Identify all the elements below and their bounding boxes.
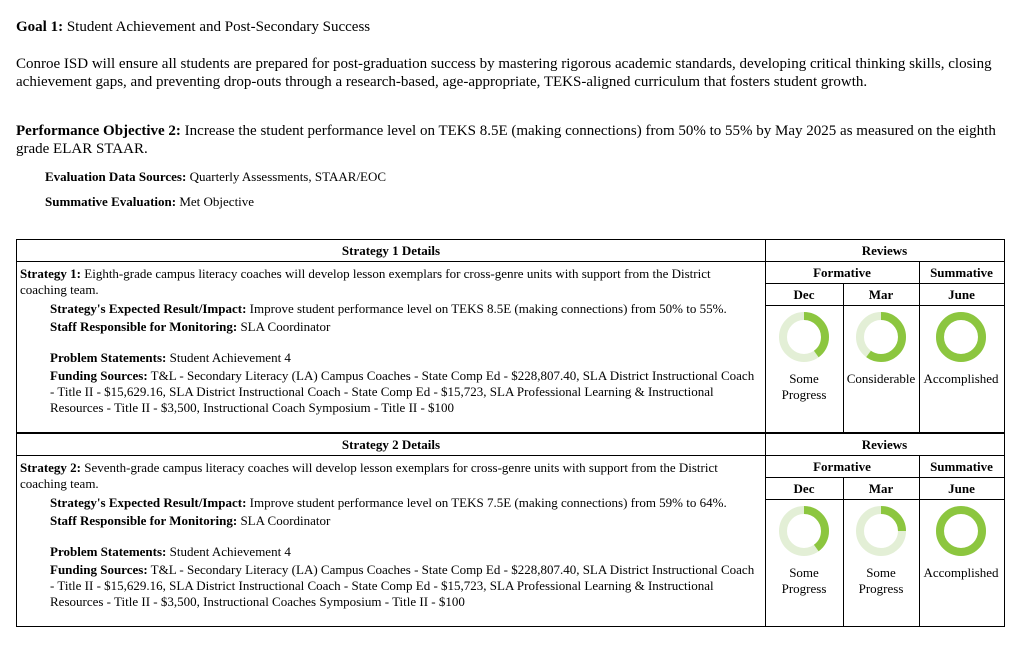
- review-status-line1: Accomplished: [923, 565, 999, 580]
- review-status: [921, 565, 1001, 581]
- row-divider: [765, 499, 1004, 500]
- performance-objective: [16, 122, 1006, 158]
- problem-statements: [50, 350, 765, 366]
- goal-label: Goal 1:: [16, 19, 64, 35]
- result-text: Improve student performance level on TEKS 8.5E (making connections) from 50% to 55%.: [249, 301, 727, 316]
- reviews-header: Reviews: [861, 437, 908, 452]
- staff-text: SLA Coordinator: [240, 319, 331, 334]
- summative-eval-value: Met Objective: [179, 194, 255, 209]
- goal-heading: [16, 18, 1006, 36]
- review-status: [841, 565, 921, 597]
- review-status-line1: Some: [866, 565, 896, 580]
- review-status-line1: Considerable: [846, 371, 916, 386]
- funding-text: T&L - Secondary Literacy (LA) Campus Coaches - State Comp Ed - $228,807.40, SLA District Instructional Coach - Title II - $15,629.16, SLA District Instructional Coach - State Comp Ed - $15,723, SLA Professional Learning & Instructional Resources - Title II - $3,500, Instructional Coaches Symposium - Title II - $100: [50, 562, 755, 609]
- review-status: [764, 565, 844, 597]
- row-divider: [765, 477, 1004, 478]
- result-text: Improve student performance level on TEKS 7.5E (making connections) from 59% to 64%.: [249, 495, 727, 510]
- problem-text: Student Achievement 4: [169, 544, 291, 559]
- month-header: Dec: [793, 481, 815, 496]
- summative-eval-label: Summative Evaluation:: [45, 194, 177, 209]
- row-divider: [17, 261, 1004, 262]
- review-status-line1: Some: [789, 565, 819, 580]
- formative-header: Formative: [813, 265, 871, 280]
- month-header: June: [948, 287, 975, 302]
- month-header: Dec: [793, 287, 815, 302]
- review-status-line2: Progress: [781, 387, 827, 402]
- row-divider: [765, 283, 1004, 284]
- eval-sources-label: Evaluation Data Sources:: [45, 169, 187, 184]
- staff-label: Staff Responsible for Monitoring:: [50, 513, 238, 528]
- month-header: June: [948, 481, 975, 496]
- review-status-line2: Progress: [858, 581, 904, 596]
- staff-text: SLA Coordinator: [240, 513, 331, 528]
- expected-result: [50, 301, 765, 317]
- column-divider: [843, 477, 844, 626]
- progress-ring-arc: [940, 316, 982, 358]
- staff-responsible: [50, 319, 765, 335]
- progress-ring-icon: [935, 505, 987, 557]
- result-label: Strategy's Expected Result/Impact:: [50, 301, 247, 316]
- problem-label: Problem Statements:: [50, 350, 167, 365]
- funding-sources: [50, 562, 758, 610]
- strategy-text: Eighth-grade campus literacy coaches will develop lesson exemplars for cross-genre units with support from the District coaching team.: [20, 266, 711, 297]
- strategy-details-header: Strategy 1 Details: [341, 243, 441, 258]
- funding-text: T&L - Secondary Literacy (LA) Campus Coaches - State Comp Ed - $228,807.40, SLA District Instructional Coach - Title II - $15,629.16, SLA District Instructional Coach - State Comp Ed - $15,723, SLA Professional Learning & Instructional Resources - Title II - $3,500, Instructional Coach Symposium - Title II - $100: [50, 368, 755, 415]
- problem-statements: [50, 544, 765, 560]
- reviews-header: Reviews: [861, 243, 908, 258]
- progress-ring-icon: [855, 311, 907, 363]
- expected-result: [50, 495, 765, 511]
- progress-ring-icon: [855, 505, 907, 557]
- strategy-label: Strategy 2:: [20, 460, 82, 475]
- review-status-line2: Progress: [781, 581, 827, 596]
- result-label: Strategy's Expected Result/Impact:: [50, 495, 247, 510]
- month-header: Mar: [868, 481, 894, 496]
- column-divider: [843, 283, 844, 432]
- review-status-line1: Some: [789, 371, 819, 386]
- summative-header: Summative: [930, 265, 993, 280]
- summative-header: Summative: [930, 459, 993, 474]
- review-status: [841, 371, 921, 387]
- review-status-line1: Accomplished: [923, 371, 999, 386]
- funding-label: Funding Sources:: [50, 562, 148, 577]
- funding-sources: [50, 368, 758, 416]
- strategy-table: [16, 433, 1005, 627]
- progress-ring-icon: [778, 311, 830, 363]
- funding-label: Funding Sources:: [50, 368, 148, 383]
- strategy-label: Strategy 1:: [20, 266, 82, 281]
- strategy-description: [20, 460, 755, 492]
- eval-sources-value: Quarterly Assessments, STAAR/EOC: [189, 169, 387, 184]
- month-header: Mar: [868, 287, 894, 302]
- objective-label: Performance Objective 2:: [16, 123, 181, 139]
- strategy-description: [20, 266, 755, 298]
- progress-ring-icon: [935, 311, 987, 363]
- strategy-table: [16, 239, 1005, 433]
- review-status: [921, 371, 1001, 387]
- row-divider: [765, 305, 1004, 306]
- progress-ring-icon: [778, 505, 830, 557]
- strategy-text: Seventh-grade campus literacy coaches will develop lesson exemplars for cross-genre units with support from the District coaching team.: [20, 460, 718, 491]
- goal-title: Student Achievement and Post-Secondary Success: [66, 19, 371, 35]
- goal-description: Conroe ISD will ensure all students are prepared for post-graduation success by mastering rigorous academic standards, developing critical thinking skills, closing achievement gaps, and preventing drop-outs through a research-based, age-appropriate, TEKS-aligned curriculum that fosters student growth.: [16, 56, 992, 90]
- review-status: [764, 371, 844, 403]
- objective-text: Increase the student performance level on TEKS 8.5E (making connections) from 50% to 55% by May 2025 as measured on the eighth grade ELAR STAAR.: [16, 123, 996, 157]
- staff-label: Staff Responsible for Monitoring:: [50, 319, 238, 334]
- staff-responsible: [50, 513, 765, 529]
- strategy-details-header: Strategy 2 Details: [341, 437, 441, 452]
- evaluation-sources: [45, 169, 386, 185]
- problem-text: Student Achievement 4: [169, 350, 291, 365]
- progress-ring-arc: [940, 510, 982, 552]
- formative-header: Formative: [813, 459, 871, 474]
- problem-label: Problem Statements:: [50, 544, 167, 559]
- row-divider: [17, 455, 1004, 456]
- summative-evaluation: [45, 194, 254, 210]
